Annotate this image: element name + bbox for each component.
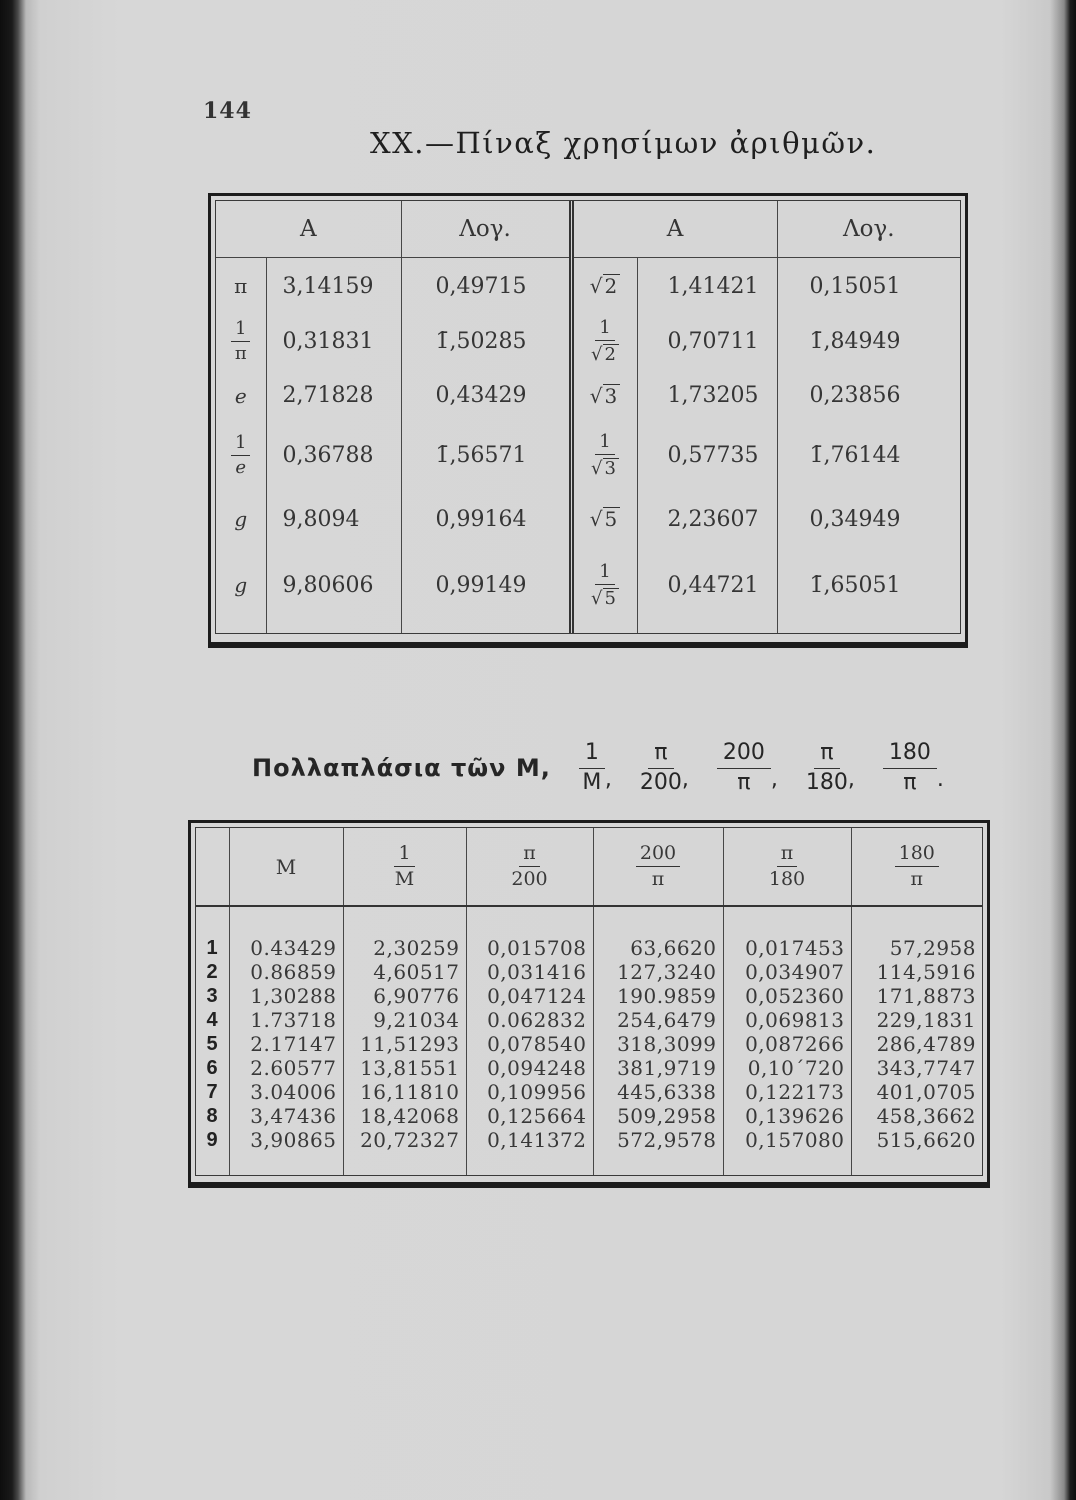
denominator: π — [651, 868, 665, 890]
spacer-cell — [466, 906, 593, 936]
constant-log: 1̄,56571 — [401, 424, 571, 486]
table-row — [196, 936, 982, 960]
header-value-right: A — [571, 201, 777, 257]
root-value: 0,70711 — [637, 315, 777, 367]
radical-sign: √ — [589, 507, 603, 531]
cell-m: 3.04006 — [229, 1080, 343, 1104]
square-root — [591, 344, 619, 364]
root-log: 0,23856 — [809, 383, 901, 408]
page-number: 144 — [203, 98, 252, 124]
constant-value: 3,14159 — [266, 257, 401, 315]
cell-200-over-pi: 572,9578 — [593, 1128, 723, 1152]
spacer-cell — [343, 906, 466, 936]
table-row — [196, 1080, 982, 1104]
square-root — [591, 588, 619, 608]
e-symbol: e — [234, 383, 247, 408]
denominator: 200 — [511, 868, 548, 890]
multiples-table-frame — [188, 820, 990, 1188]
heading-separator: , — [604, 767, 612, 792]
fraction — [231, 317, 250, 364]
table-row — [216, 315, 960, 367]
filler-cell — [777, 618, 960, 633]
fraction — [394, 844, 414, 889]
table-spacer-row — [196, 906, 982, 936]
table-row — [196, 1032, 982, 1056]
filler-cell — [593, 1152, 723, 1175]
denominator: π — [737, 770, 751, 795]
cell-pi-over-180: 0,122173 — [723, 1080, 851, 1104]
table-row — [216, 552, 960, 618]
table-row — [216, 486, 960, 552]
constant-symbol — [216, 367, 266, 424]
numerator: 1 — [231, 434, 250, 456]
radicand: 5 — [603, 588, 619, 608]
cell-inverse-m: 9,21034 — [343, 1008, 466, 1032]
cell-pi-over-180: 0,10´720 — [723, 1056, 851, 1080]
filler-cell — [851, 1152, 982, 1175]
filler-cell — [571, 618, 637, 633]
cell-inverse-m: 2,30259 — [343, 936, 466, 960]
header-inverse-m — [343, 828, 466, 906]
spacer-cell — [851, 906, 982, 936]
row-index: 5 — [196, 1032, 229, 1056]
useful-numbers-table — [216, 201, 960, 633]
constant-value: 9,8094 — [266, 486, 401, 552]
fraction — [511, 844, 547, 889]
g-symbol: g — [234, 573, 248, 597]
header-log-right: Λογ. — [777, 201, 960, 257]
row-index: 8 — [196, 1104, 229, 1128]
numerator: 200 — [636, 844, 680, 867]
cell-180-over-pi: 114,5916 — [876, 960, 976, 984]
cell-m: 1.73718 — [229, 1008, 343, 1032]
cell-200-over-pi: 318,3099 — [593, 1032, 723, 1056]
root-symbol — [571, 486, 637, 552]
root-symbol — [571, 367, 637, 424]
cell-180-over-pi: 458,3662 — [876, 1104, 976, 1128]
spacer-cell — [196, 906, 229, 936]
cell-m: 0.86859 — [229, 960, 343, 984]
numerator: 1 — [231, 320, 250, 342]
radical-sign: √ — [589, 274, 603, 299]
table-row — [196, 984, 982, 1008]
root-log: 1̄,76144 — [809, 442, 901, 468]
numerator: 1 — [579, 742, 605, 769]
header-value-left: A — [216, 201, 401, 257]
fraction — [591, 560, 619, 609]
filler-cell — [723, 1152, 851, 1175]
cell-pi-over-180: 0,069813 — [723, 1008, 851, 1032]
constant-symbol — [216, 257, 266, 315]
numerator: 200 — [717, 742, 771, 769]
table-filler-row — [216, 618, 960, 633]
constant-value: 0,31831 — [266, 315, 401, 367]
constant-log: 1̄,50285 — [401, 315, 571, 367]
cell-200-over-pi: 445,6338 — [593, 1080, 723, 1104]
square-root — [590, 507, 620, 529]
cell-m: 0.43429 — [229, 936, 343, 960]
cell-pi-over-200: 0,141372 — [466, 1128, 593, 1152]
spacer-cell — [229, 906, 343, 936]
row-index: 9 — [196, 1128, 229, 1152]
numerator: 1 — [595, 563, 614, 585]
filler-cell — [401, 618, 571, 633]
numerator: 1 — [595, 319, 614, 341]
cell-inverse-m: 6,90776 — [343, 984, 466, 1008]
row-index: 4 — [196, 1008, 229, 1032]
cell-pi-over-200: 0,125664 — [466, 1104, 593, 1128]
root-log: 0,34949 — [809, 506, 901, 532]
header-m — [229, 828, 343, 906]
square-root — [589, 274, 620, 299]
cell-inverse-m: 16,11810 — [343, 1080, 466, 1104]
cell-pi-over-200: 0.062832 — [466, 1008, 593, 1032]
header-180-over-pi — [851, 828, 982, 906]
numerator: π — [648, 742, 673, 769]
page-title: XX.—Πίναξ χρησίμων ἀριθμῶν. — [370, 126, 877, 160]
constant-value: 0,36788 — [266, 424, 401, 486]
cell-inverse-m: 4,60517 — [343, 960, 466, 984]
fraction — [591, 430, 619, 479]
row-index: 2 — [196, 960, 229, 984]
cell-pi-over-180: 0,034907 — [723, 960, 851, 984]
heading-fraction — [579, 742, 605, 794]
radical-sign: √ — [591, 343, 603, 365]
table-row — [216, 424, 960, 486]
square-root — [591, 458, 619, 478]
cell-pi-over-200: 0,094248 — [466, 1056, 593, 1080]
cell-m: 3,47436 — [229, 1104, 343, 1128]
row-index: 3 — [196, 984, 229, 1008]
cell-inverse-m: 13,81551 — [343, 1056, 466, 1080]
denominator: π — [910, 868, 923, 890]
cell-200-over-pi: 127,3240 — [593, 960, 723, 984]
root-value: 0,57735 — [637, 424, 777, 486]
fraction — [231, 431, 250, 478]
radical-sign: √ — [591, 457, 603, 479]
g-symbol: g — [234, 507, 248, 531]
denominator: 180 — [805, 770, 848, 795]
root-log: 1̄,84949 — [809, 328, 901, 354]
numerator: π — [814, 742, 839, 769]
constant-value: 2,71828 — [266, 367, 401, 424]
constant-symbol — [216, 486, 266, 552]
cell-180-over-pi: 286,4789 — [876, 1032, 976, 1056]
root-symbol — [571, 552, 637, 618]
cell-pi-over-200: 0,078540 — [466, 1032, 593, 1056]
cell-inverse-m: 20,72327 — [343, 1128, 466, 1152]
cell-m: 1,30288 — [229, 984, 343, 1008]
cell-180-over-pi: 57,2958 — [889, 936, 976, 960]
table-header-row — [196, 828, 982, 906]
heading-separator: , — [770, 767, 778, 792]
filler-cell — [266, 618, 401, 633]
spacer-cell — [723, 906, 851, 936]
table-row — [216, 257, 960, 315]
radical-sign: √ — [591, 587, 603, 609]
row-index: 7 — [196, 1080, 229, 1104]
numerator: 180 — [895, 844, 939, 867]
cell-200-over-pi: 254,6479 — [593, 1008, 723, 1032]
cell-180-over-pi: 343,7747 — [876, 1056, 976, 1080]
row-index: 1 — [196, 936, 229, 960]
filler-cell — [196, 1152, 229, 1175]
filler-cell — [343, 1152, 466, 1175]
root-log: 1̄,65051 — [809, 572, 901, 598]
denominator: M — [394, 868, 415, 890]
radical-sign: √ — [589, 383, 603, 408]
fraction — [636, 844, 680, 889]
header-label: M — [275, 854, 297, 879]
cell-pi-over-200: 0,015708 — [466, 936, 593, 960]
constant-log: 0,49715 — [401, 257, 571, 315]
header-pi-over-200 — [466, 828, 593, 906]
table-row — [196, 1104, 982, 1128]
cell-m: 3,90865 — [229, 1128, 343, 1152]
constant-log: 0,43429 — [401, 367, 571, 424]
spacer-cell — [593, 906, 723, 936]
heading-separator: , — [681, 767, 689, 792]
heading-fraction — [640, 742, 682, 794]
index-header — [196, 828, 229, 906]
fraction — [591, 316, 619, 365]
cell-180-over-pi: 515,6620 — [876, 1128, 976, 1152]
numerator: 1 — [394, 844, 414, 867]
denominator: M — [582, 770, 602, 795]
numerator: 180 — [883, 742, 937, 769]
denominator: π — [903, 770, 917, 795]
constant-symbol — [216, 315, 266, 367]
denominator: 200 — [639, 770, 682, 795]
heading-fraction — [883, 742, 937, 794]
denominator — [591, 341, 619, 364]
root-value: 1,73205 — [637, 367, 777, 424]
constant-log: 0,99149 — [401, 552, 571, 618]
cell-pi-over-180: 0,087266 — [723, 1032, 851, 1056]
multiples-heading-text: Πολλαπλάσια τῶν M, — [252, 754, 551, 782]
radicand: 3 — [603, 384, 621, 406]
heading-fraction — [806, 742, 848, 794]
multiples-table — [196, 828, 982, 1175]
cell-inverse-m: 11,51293 — [343, 1032, 466, 1056]
cell-inverse-m: 18,42068 — [343, 1104, 466, 1128]
radicand: 2 — [603, 274, 621, 296]
denominator: π — [234, 342, 247, 364]
denominator: e — [235, 456, 247, 478]
constant-symbol — [216, 424, 266, 486]
root-symbol — [571, 257, 637, 315]
root-symbol — [571, 315, 637, 367]
pi-symbol: π — [234, 274, 248, 299]
root-log: 0,15051 — [809, 273, 901, 299]
cell-pi-over-180: 0,052360 — [723, 984, 851, 1008]
root-value: 2,23607 — [637, 486, 777, 552]
filler-cell — [466, 1152, 593, 1175]
table-filler-row — [196, 1152, 982, 1175]
cell-180-over-pi: 171,8873 — [876, 984, 976, 1008]
square-root — [590, 384, 620, 406]
root-value: 1,41421 — [637, 257, 777, 315]
cell-m: 2.17147 — [229, 1032, 343, 1056]
multiples-heading — [252, 732, 944, 804]
multiples-table-inner-frame — [195, 827, 983, 1176]
table-row — [216, 367, 960, 424]
constant-value: 9,80606 — [266, 552, 401, 618]
cell-pi-over-180: 0,157080 — [723, 1128, 851, 1152]
useful-numbers-table-frame — [208, 193, 968, 648]
cell-200-over-pi: 190.9859 — [593, 984, 723, 1008]
cell-pi-over-200: 0,031416 — [466, 960, 593, 984]
cell-pi-over-180: 0,017453 — [723, 936, 851, 960]
cell-180-over-pi: 229,1831 — [876, 1008, 976, 1032]
cell-m: 2.60577 — [229, 1056, 343, 1080]
header-200-over-pi — [593, 828, 723, 906]
denominator — [591, 455, 619, 478]
radicand: 3 — [603, 458, 619, 478]
cell-pi-over-200: 0,047124 — [466, 984, 593, 1008]
denominator — [591, 585, 619, 608]
cell-200-over-pi: 381,9719 — [593, 1056, 723, 1080]
cell-pi-over-180: 0,139626 — [723, 1104, 851, 1128]
heading-end-period: . — [936, 767, 944, 792]
numerator: 1 — [595, 433, 614, 455]
fraction — [895, 844, 939, 889]
table-header-row — [216, 201, 960, 257]
cell-pi-over-200: 0,109956 — [466, 1080, 593, 1104]
constant-symbol — [216, 552, 266, 618]
table-row — [196, 1008, 982, 1032]
denominator: 180 — [768, 868, 806, 890]
cell-200-over-pi: 509,2958 — [593, 1104, 723, 1128]
table-row — [196, 1128, 982, 1152]
heading-separator: , — [847, 767, 855, 792]
header-pi-over-180 — [723, 828, 851, 906]
constant-log: 0,99164 — [401, 486, 571, 552]
heading-fraction — [717, 742, 771, 794]
filler-cell — [637, 618, 777, 633]
table-row — [196, 960, 982, 984]
filler-cell — [216, 618, 266, 633]
table-row — [196, 1056, 982, 1080]
cell-180-over-pi: 401,0705 — [876, 1080, 976, 1104]
filler-cell — [229, 1152, 343, 1175]
useful-numbers-table-inner-frame — [215, 200, 961, 634]
radicand: 2 — [603, 344, 619, 364]
radicand: 5 — [603, 507, 621, 529]
header-log-left: Λογ. — [401, 201, 571, 257]
numerator: π — [777, 844, 798, 867]
root-symbol — [571, 424, 637, 486]
fraction — [769, 844, 805, 889]
cell-200-over-pi: 63,6620 — [593, 936, 723, 960]
root-value: 0,44721 — [637, 552, 777, 618]
numerator: π — [519, 844, 540, 867]
row-index: 6 — [196, 1056, 229, 1080]
